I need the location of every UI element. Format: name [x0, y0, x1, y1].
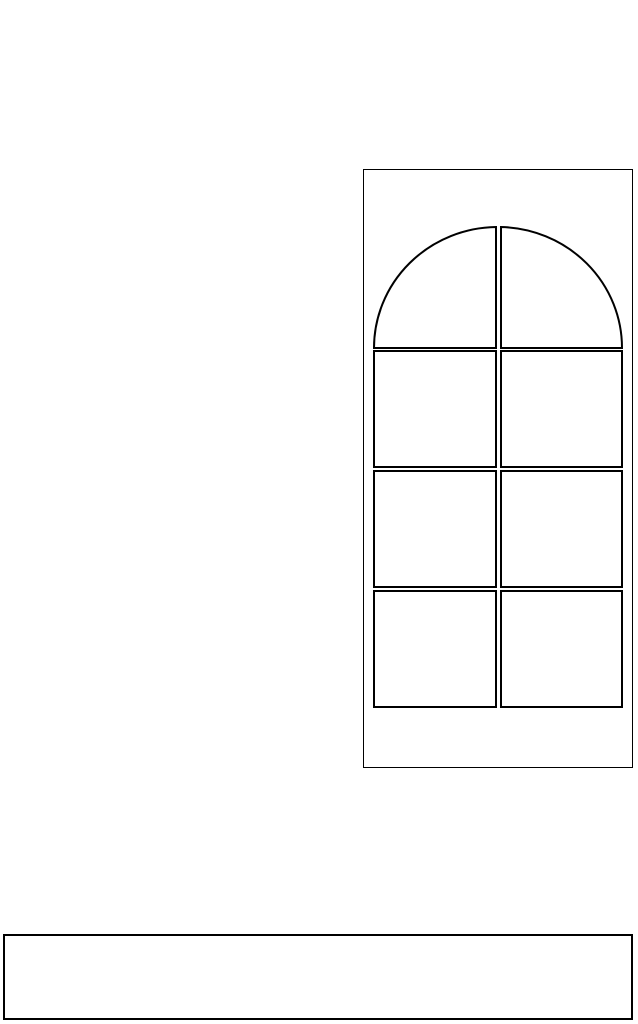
window-pane: [501, 351, 622, 467]
arched-window-icon: [364, 170, 634, 769]
window-pane: [501, 591, 622, 707]
arch-left-pane: [374, 227, 496, 348]
window-pane: [374, 351, 496, 467]
window-pane: [374, 471, 496, 587]
window-pane: [374, 591, 496, 707]
window-drawing: [363, 169, 633, 768]
wall-label: [3, 934, 633, 1020]
arch-right-pane: [501, 227, 622, 348]
window-pane: [501, 471, 622, 587]
